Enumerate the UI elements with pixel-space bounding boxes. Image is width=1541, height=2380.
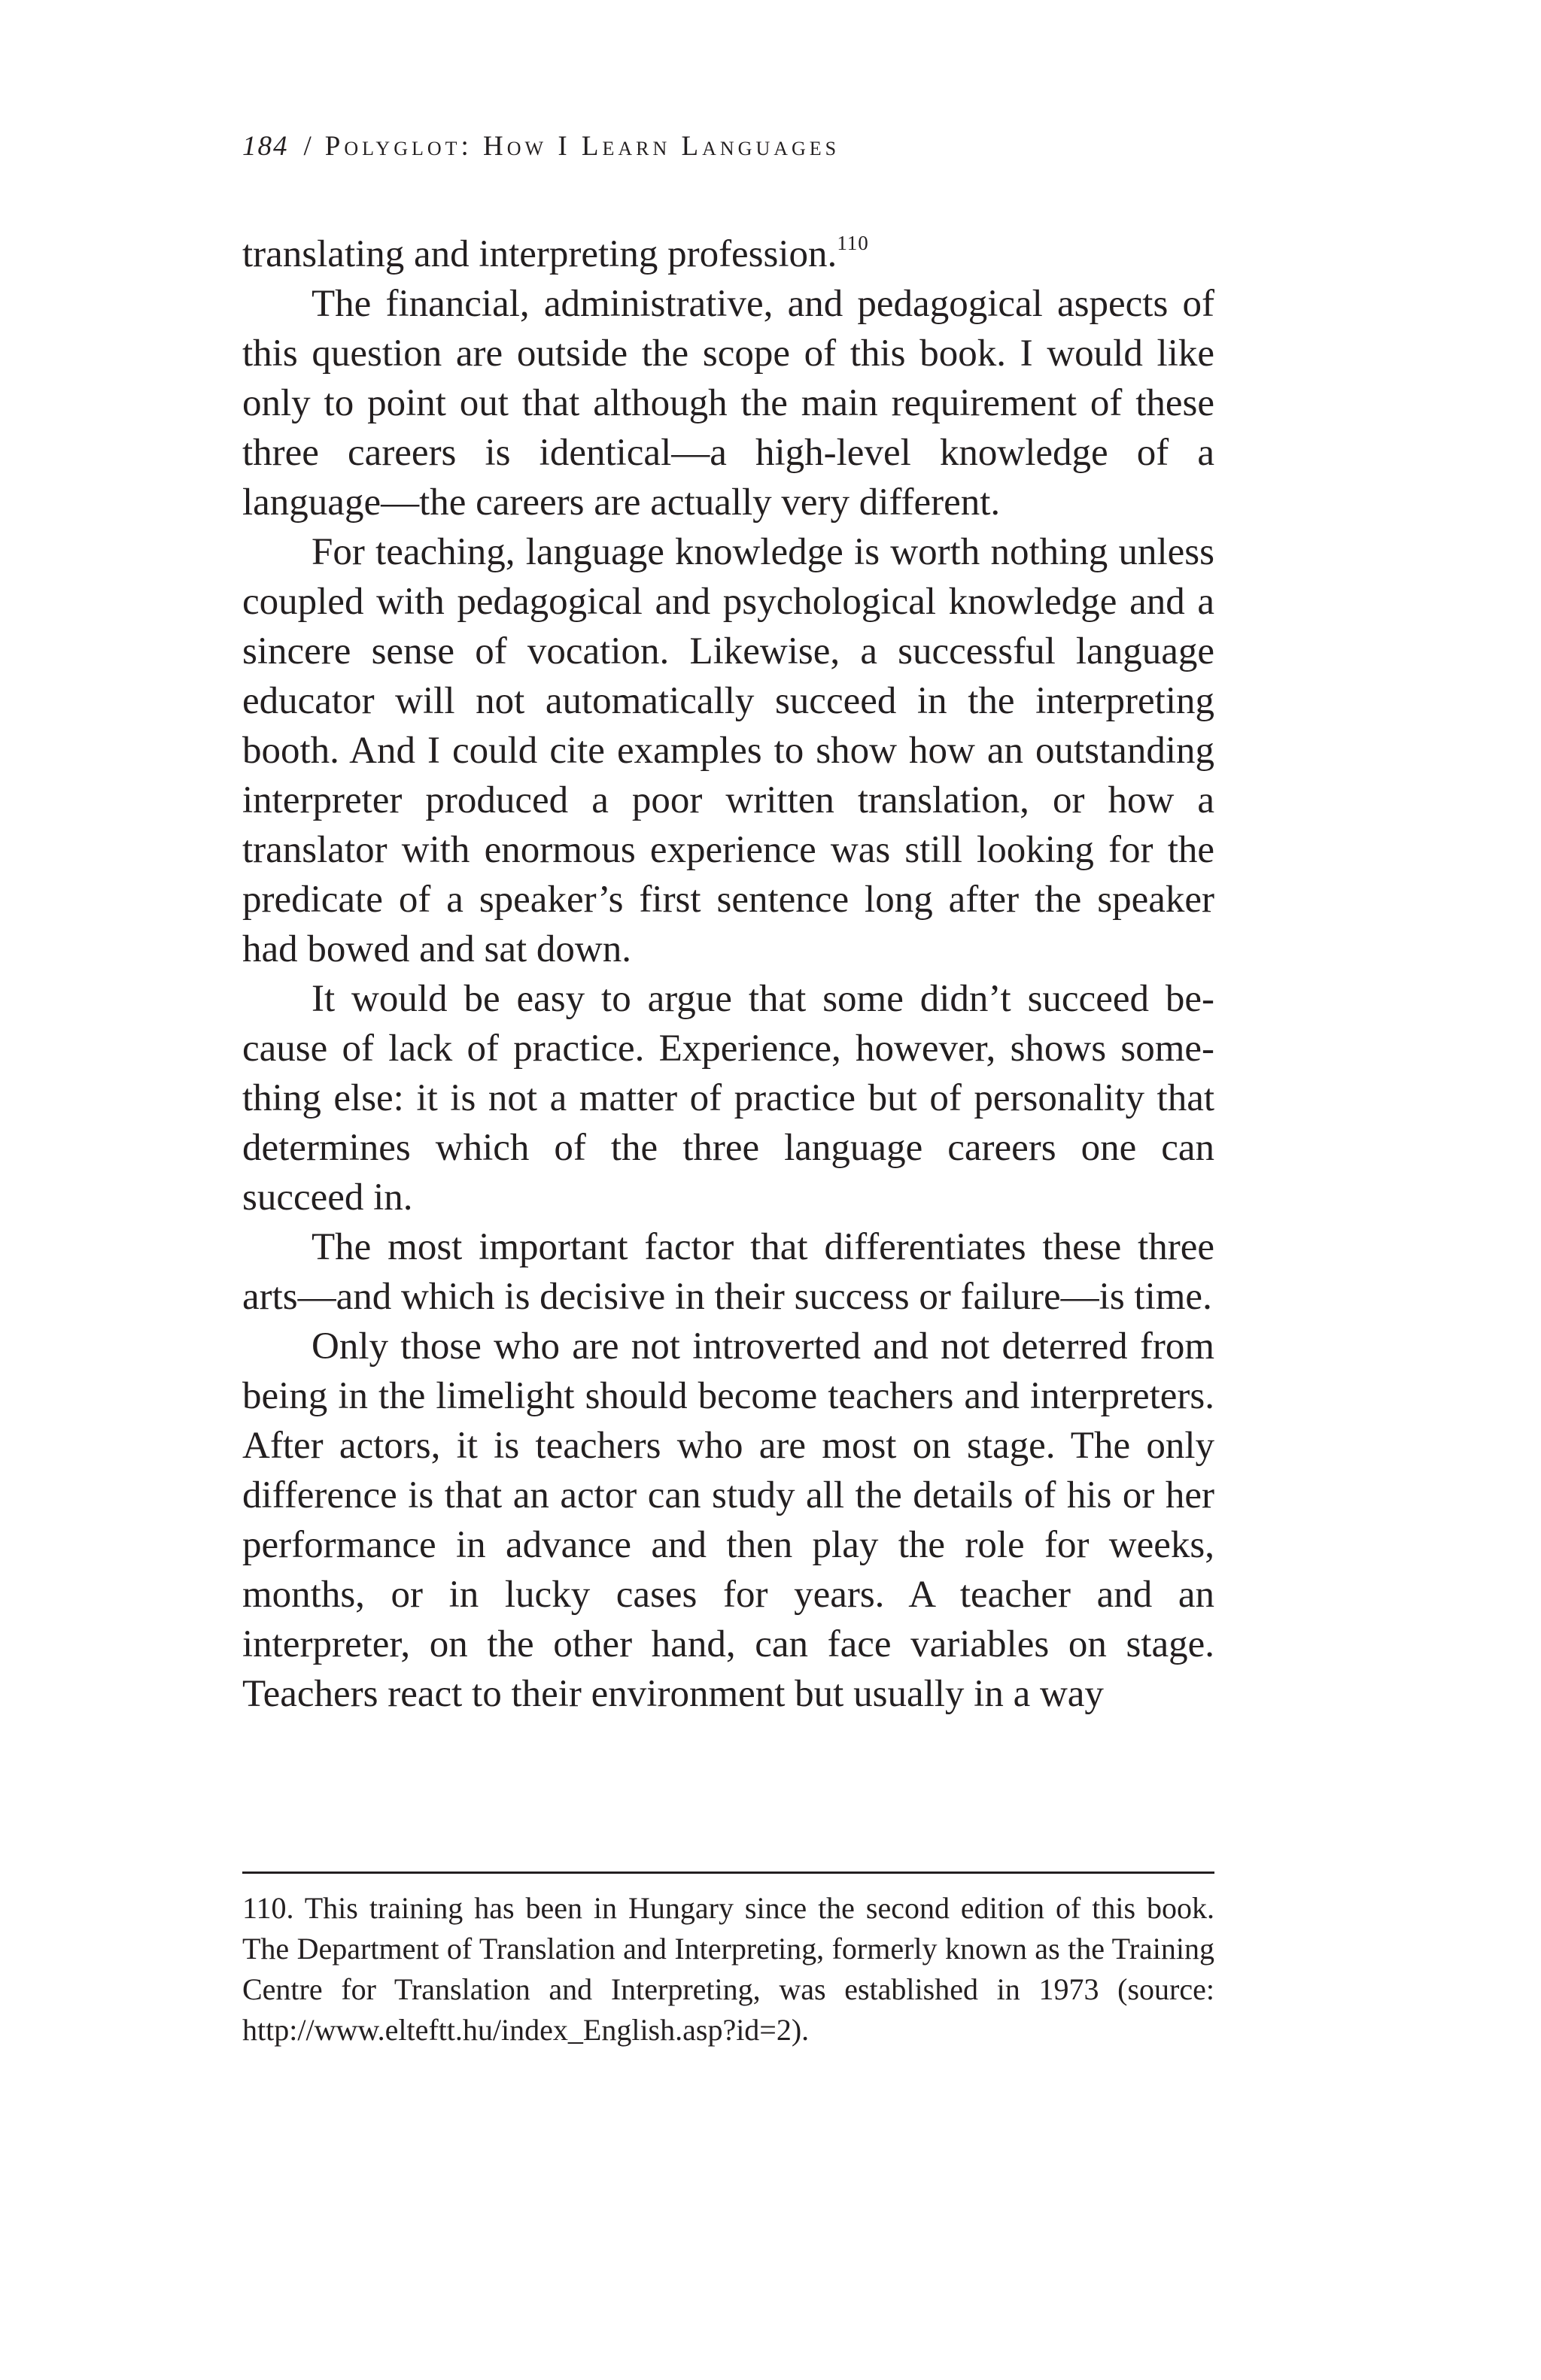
paragraph-continuation [242,229,1214,279]
footnote-divider [242,1872,1214,1874]
paragraph: For teaching, language knowledge is worth nothing unless coupled with pedagogical and psychological knowledge and a sincere sense of vocation. Likewise, a successful language educator will not automatically succeed in the interpreting booth. And I could cite examples to show how an outstanding interpreter produced a poor written translation, or how a translator with enormous experience was still looking for the predicate of a speaker’s first sentence long after the speaker had bowed and sat down. [242,531,1214,970]
paragraph: It would be easy to argue that some didn’t succeed because of lack of practice. Experience, however, shows something else: it is not a matter of practice but of personality that determines which of the three language careers one can succeed in. [242,978,1214,1219]
running-head-separator: / [303,131,315,162]
footnote-reference[interactable]: 110 [837,232,869,254]
body-text [242,229,1214,1719]
page-number: 184 [242,131,289,162]
paragraph: The most important factor that differentiates these three arts—and which is decisive in their success or failure—is time. [242,1226,1214,1318]
paragraph: The financial, administrative, and pedagogical aspects of this question are outside the scope of this book. I would like only to point out that although the main requirement of these three careers is identical—a high-level knowledge of a language—the careers are actually very different. [242,283,1214,524]
book-title: Polyglot: How I Learn Languages [324,131,840,162]
paragraph-text: translating and interpreting profession. [242,233,837,275]
running-head [242,132,840,160]
footnote: 110. This training has been in Hungary since the second edition of this book. The Department of Translation and Interpreting, formerly known as the Training Centre for Translation and Interpreting, was established in 1973 (source: http://www.elteftt.hu/index_English.asp?id=2). [242,1891,1214,2047]
paragraph: Only those who are not introverted and not deterred from being in the limelight should become teachers and interpreters. After actors, it is teachers who are most on stage. The only difference is that an actor can study all the details of his or her performance in advance and then play the role for weeks, months, or in lucky cases for years. A teacher and an interpreter, on the other hand, can face variables on stage. Teachers react to their environment but usually in a way [242,1325,1214,1715]
